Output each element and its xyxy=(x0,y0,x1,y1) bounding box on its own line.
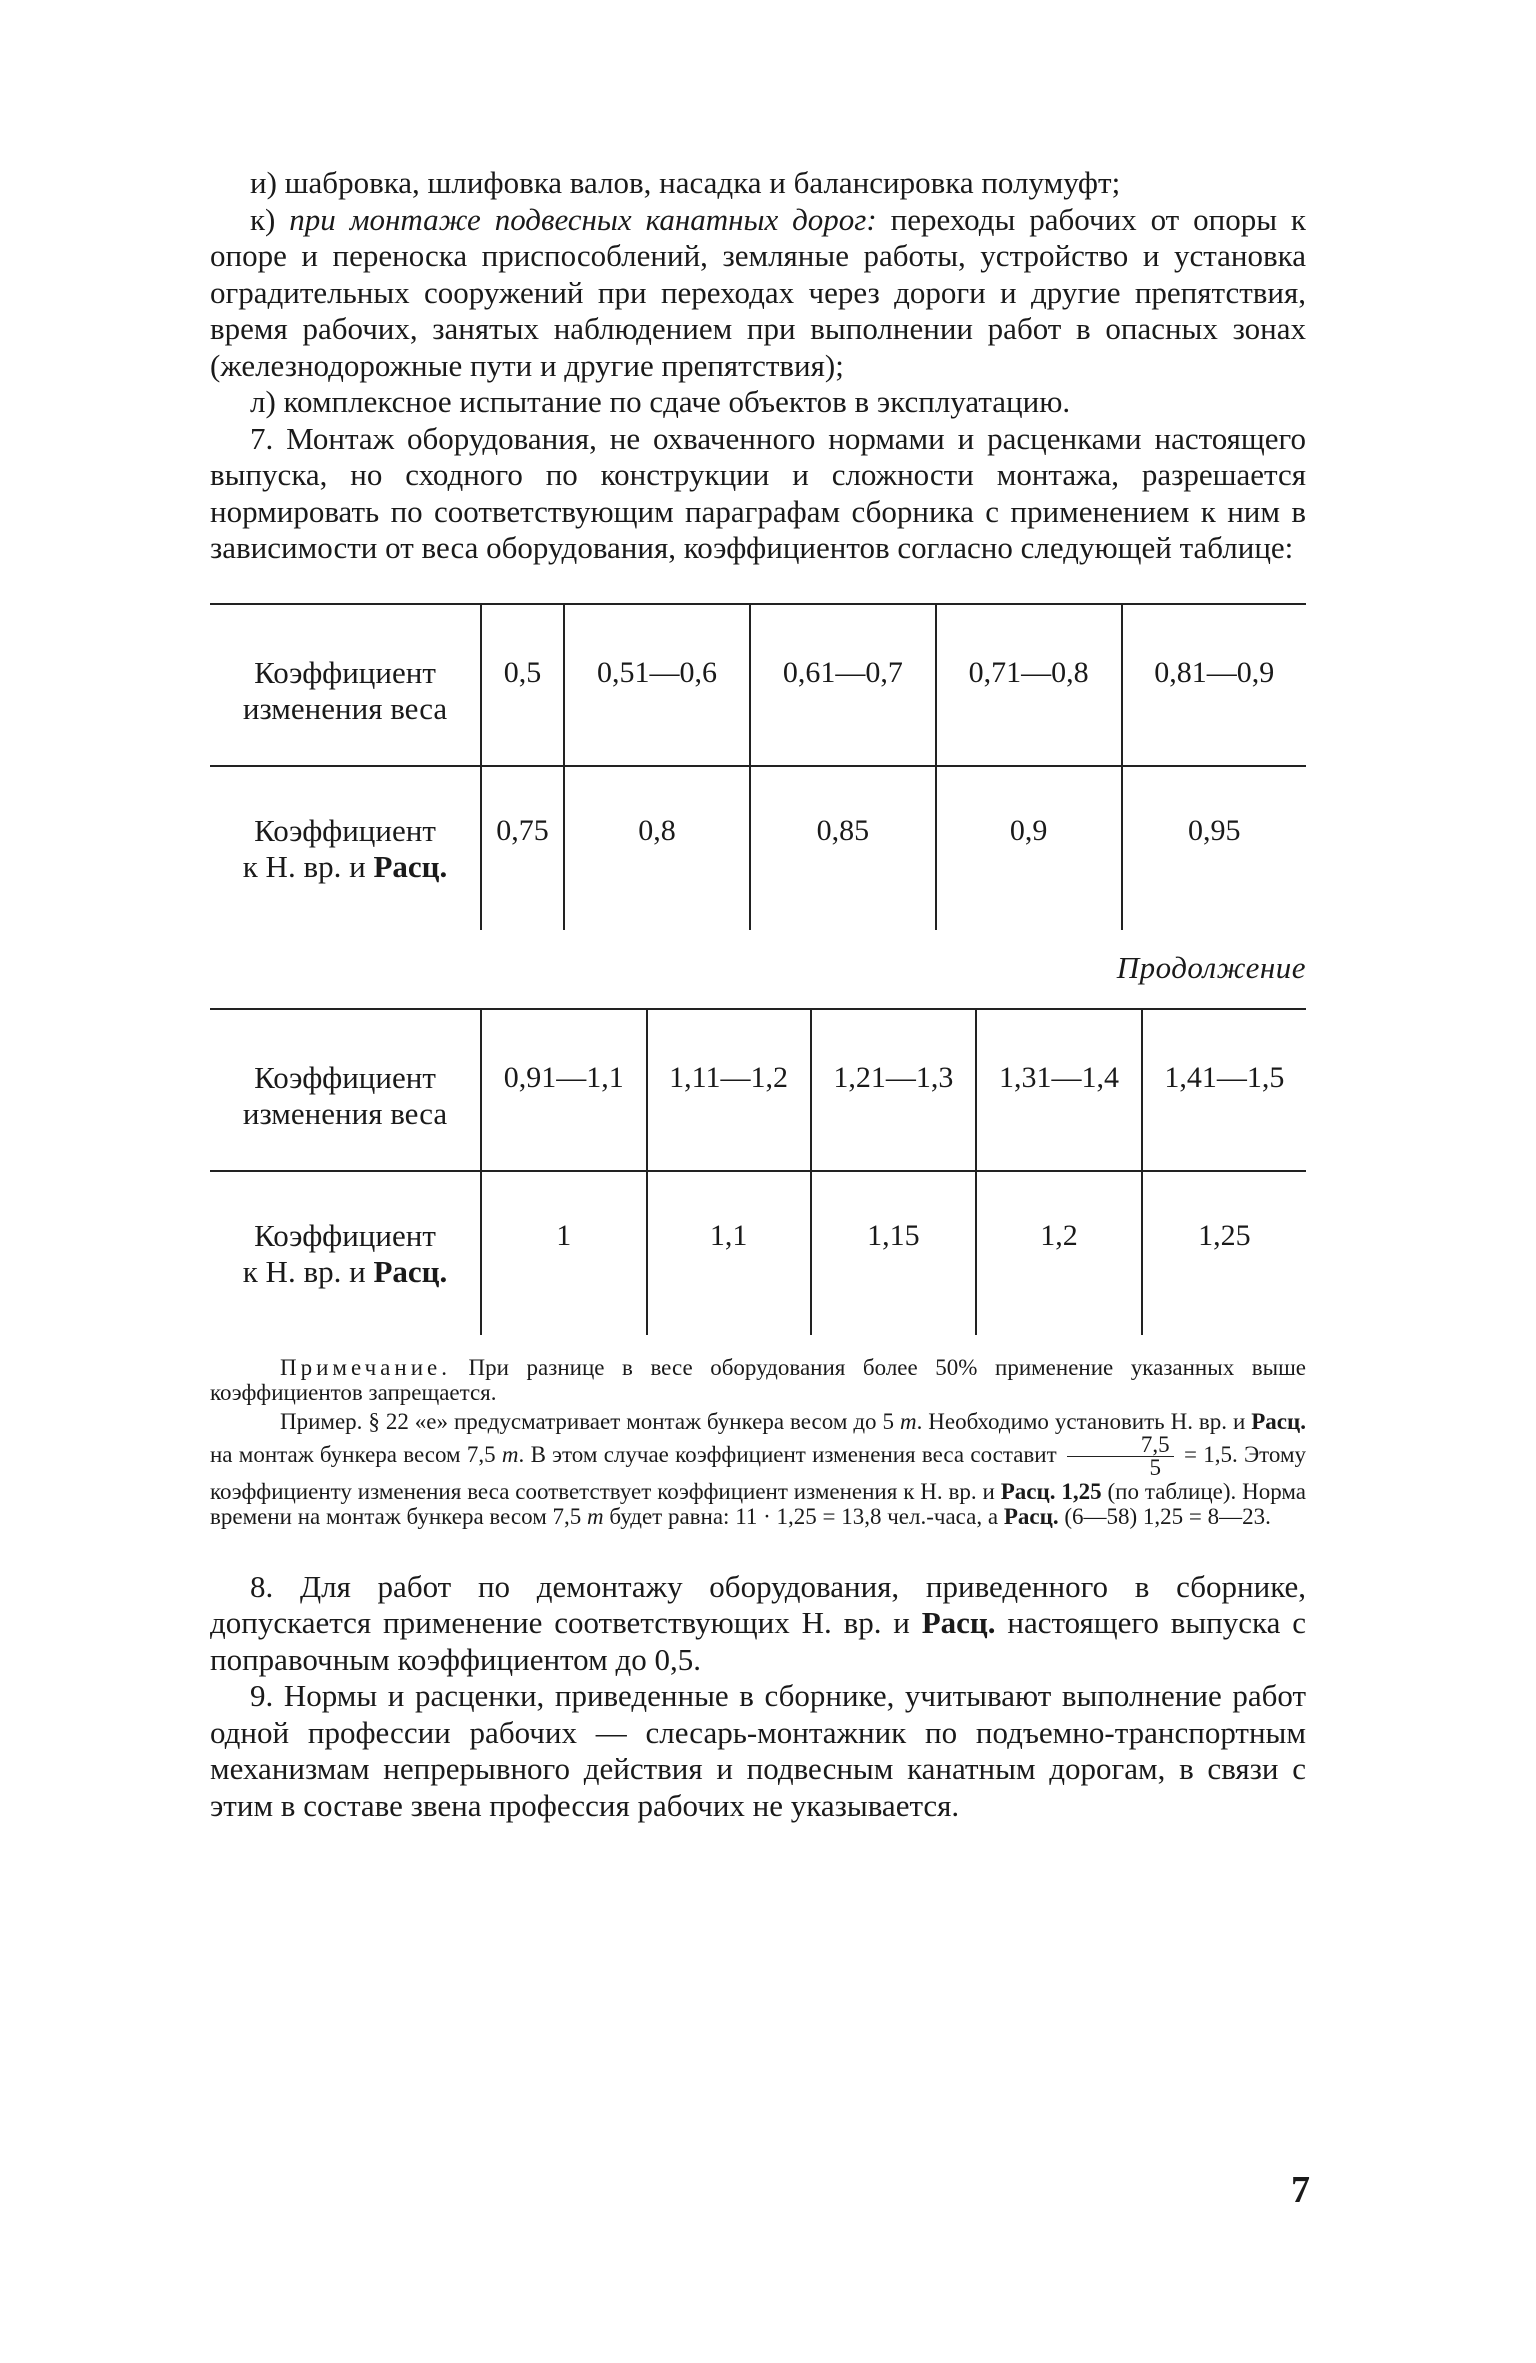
table-row xyxy=(210,766,1306,930)
note-label: Примечание. xyxy=(280,1354,451,1380)
row-label-line: Коэффициент xyxy=(254,812,436,848)
table-cell: 0,5 xyxy=(481,604,564,766)
item-k-rest: переходы рабочих от опоры к опоре и переноска приспособлений, земляные работы, устройство и установка оградительных сооружений при переходах через дороги и другие препятствия, время рабочих, занятых наблюдением при выполнении работ в опасных зонах (железнодорожные пути и другие препятствия); xyxy=(210,201,1306,383)
item-k-italic: при монтаже подвесных канатных дорог: xyxy=(289,201,877,237)
row-label-line: изменения веса xyxy=(242,1095,448,1131)
example-text: (по таблице). Норма времени на монтаж бункера весом 7,5 xyxy=(210,1478,1307,1529)
row-label xyxy=(210,1171,481,1335)
row-label-bold: Расц. xyxy=(373,848,448,884)
example-paragraph xyxy=(210,1409,1306,1529)
coefficient-table-2 xyxy=(210,1008,1306,1335)
example-unit: т xyxy=(899,1408,917,1434)
row-label xyxy=(210,1009,481,1171)
table-cell: 1,11—1,2 xyxy=(647,1009,811,1171)
example-text: . Необходимо установить Н. вр. и xyxy=(916,1408,1252,1434)
table-cell: 1,2 xyxy=(976,1171,1142,1335)
table-cell: 0,75 xyxy=(481,766,564,930)
bottom-paragraphs xyxy=(210,1569,1306,1825)
example-text: . В этом случае коэффициент изменения веса составит xyxy=(518,1441,1063,1467)
row-label-bold: Расц. xyxy=(373,1253,448,1289)
table-cell: 1,31—1,4 xyxy=(976,1009,1142,1171)
paragraph-item-l: л) комплексное испытание по сдаче объектов в эксплуатацию. xyxy=(250,384,1071,419)
example-text: (6—58) 1,25 = 8—23. xyxy=(1058,1503,1271,1529)
paragraph-item-k xyxy=(210,202,1306,385)
item-8-bold: Расц. xyxy=(921,1605,996,1640)
table-cell: 0,85 xyxy=(750,766,936,930)
table-row xyxy=(210,604,1306,766)
table-cell: 1,25 xyxy=(1142,1171,1306,1335)
coefficient-table-1 xyxy=(210,603,1306,930)
row-label xyxy=(210,766,481,930)
paragraph-item-7: 7. Монтаж оборудования, не охваченного нормами и расценками настоящего выпуска, но сходного по конструкции и сложности монтажа, разрешается нормировать по соответствующим параграфам сборника с применением к ним в зависимости от веса оборудования, коэффициентов согласно следующей таблице: xyxy=(210,420,1306,565)
fraction-numerator: 7,5 xyxy=(1067,1434,1174,1457)
table-cell: 0,8 xyxy=(564,766,750,930)
document-page xyxy=(210,165,1306,1824)
row-label-line: Коэффициент xyxy=(254,1217,436,1253)
table-cell: 1,41—1,5 xyxy=(1142,1009,1306,1171)
table-cell: 0,71—0,8 xyxy=(936,604,1122,766)
row-label-line: изменения веса xyxy=(242,690,448,726)
row-label-line: Коэффициент xyxy=(254,654,436,690)
table-cell: 0,51—0,6 xyxy=(564,604,750,766)
example-bold: Расц. xyxy=(1003,1503,1059,1529)
example-unit: т xyxy=(587,1503,604,1529)
example-bold: Расц. xyxy=(1251,1408,1306,1434)
example-text: будет равна: 11 · 1,25 = 13,8 чел.-часа, а xyxy=(603,1503,1004,1529)
paragraph-item-i: и) шабровка, шлифовка валов, насадка и балансировка полумуфт; xyxy=(250,165,1121,200)
item-8-text: настоящего выпуска с поправочным коэффициентом до 0,5. xyxy=(210,1605,1306,1677)
example-text: Пример. § 22 «е» предусматривает монтаж бункера весом до 5 xyxy=(280,1408,900,1434)
table-row xyxy=(210,1171,1306,1335)
table-row xyxy=(210,1009,1306,1171)
continued-label: Продолжение xyxy=(1116,949,1306,985)
table-cell: 0,95 xyxy=(1122,766,1306,930)
example-bold: Расц. 1,25 xyxy=(1000,1478,1102,1504)
item-k-prefix: к) xyxy=(250,201,276,237)
paragraph-item-9: 9. Нормы и расценки, приведенные в сборнике, учитывают выполнение работ одной профессии рабочих — слесарь-монтажник по подъемно-транспортным механизмам непрерывного действия и подвесным канатным дорогам, в связи с этим в составе звена профессия рабочих не указывается. xyxy=(210,1678,1306,1823)
table-cell: 1,1 xyxy=(647,1171,811,1335)
fraction-denominator: 5 xyxy=(1149,1454,1162,1480)
table-cell: 0,81—0,9 xyxy=(1122,604,1306,766)
table-cell: 0,9 xyxy=(936,766,1122,930)
table-cell: 1,15 xyxy=(811,1171,977,1335)
table-cell: 1,21—1,3 xyxy=(811,1009,977,1171)
table-cell: 0,91—1,1 xyxy=(481,1009,647,1171)
item-8-text: 8. Для работ по демонтажу оборудования, приведенного в сборнике, допускается применение соответствующих Н. вр. и xyxy=(210,1568,1306,1640)
row-label-line: к Н. вр. и xyxy=(242,848,374,884)
example-unit: т xyxy=(501,1441,519,1467)
fraction xyxy=(1067,1431,1174,1480)
row-label-line: к Н. вр. и xyxy=(242,1253,374,1289)
row-label-line: Коэффициент xyxy=(254,1059,436,1095)
table-cell: 1 xyxy=(481,1171,647,1335)
example-text: = 1,5. Этому коэффициенту изменения веса соответствует коэффициент изменения к Н. вр. и xyxy=(210,1441,1307,1504)
note-paragraph xyxy=(210,1355,1306,1405)
example-text: на монтаж бункера весом 7,5 xyxy=(210,1441,502,1467)
page-number: 7 xyxy=(1291,2169,1310,2211)
note-text: При разнице в весе оборудования более 50% применение указанных выше коэффициентов запрещается. xyxy=(210,1354,1306,1405)
table-cell: 0,61—0,7 xyxy=(750,604,936,766)
paragraph-item-8 xyxy=(210,1569,1306,1679)
row-label xyxy=(210,604,481,766)
note-block xyxy=(210,1355,1306,1529)
